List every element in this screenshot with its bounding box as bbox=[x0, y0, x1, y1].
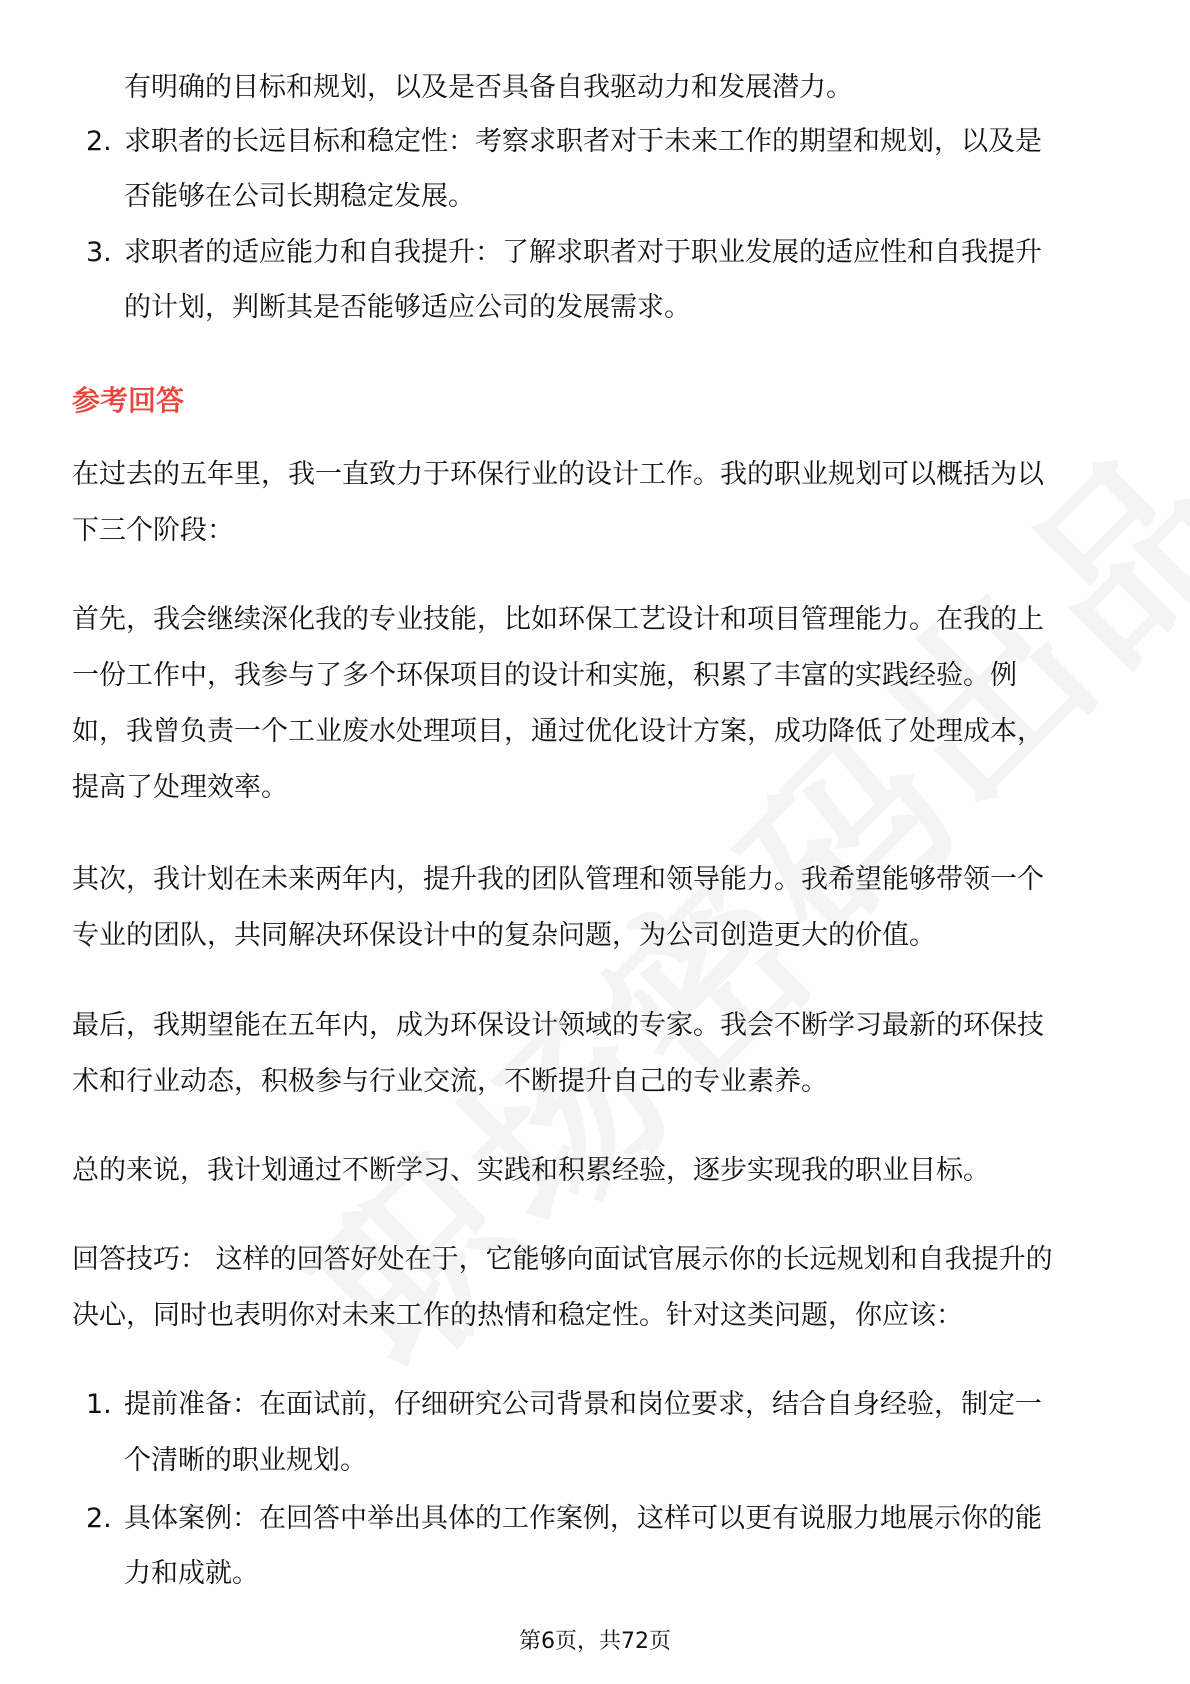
list-item-line: 求职者的适应能力和自我提升：了解求职者对于职业发展的适应性和自我提升 bbox=[124, 237, 1042, 268]
page-footer: 第6页，共72页 bbox=[519, 1629, 671, 1654]
paragraph-line: 下三个阶段： bbox=[72, 515, 234, 546]
list-item-continuation: 有明确的目标和规划，以及是否具备自我驱动力和发展潜力。 bbox=[124, 72, 853, 103]
list-item-line: 提前准备：在面试前，仔细研究公司背景和岗位要求，结合自身经验，制定一 bbox=[124, 1389, 1042, 1420]
paragraph-line: 专业的团队，共同解决环保设计中的复杂问题，为公司创造更大的价值。 bbox=[72, 920, 936, 951]
paragraph-line: 回答技巧： 这样的回答好处在于，它能够向面试官展示你的长远规划和自我提升的 bbox=[72, 1244, 1053, 1275]
paragraph-line: 如，我曾负责一个工业废水处理项目，通过优化设计方案，成功降低了处理成本， bbox=[72, 716, 1044, 747]
paragraph-line: 术和行业动态，积极参与行业交流，不断提升自己的专业素养。 bbox=[72, 1066, 828, 1097]
list-number: 1. bbox=[86, 1389, 112, 1420]
section-heading: 参考回答 bbox=[72, 384, 185, 417]
list-item-line: 具体案例：在回答中举出具体的工作案例，这样可以更有说服力地展示你的能 bbox=[124, 1503, 1042, 1534]
list-item-line: 力和成就。 bbox=[124, 1558, 259, 1589]
list-number: 2. bbox=[86, 126, 112, 157]
paragraph-line: 首先，我会继续深化我的专业技能，比如环保工艺设计和项目管理能力。在我的上 bbox=[72, 604, 1044, 635]
list-item-line: 否能够在公司长期稳定发展。 bbox=[124, 181, 475, 212]
paragraph-line: 决心，同时也表明你对未来工作的热情和稳定性。针对这类问题，你应该： bbox=[72, 1300, 963, 1331]
list-item-line: 的计划，判断其是否能够适应公司的发展需求。 bbox=[124, 292, 691, 323]
paragraph-line: 在过去的五年里，我一直致力于环保行业的设计工作。我的职业规划可以概括为以 bbox=[72, 459, 1044, 490]
list-number: 2. bbox=[86, 1503, 112, 1534]
paragraph-line: 一份工作中，我参与了多个环保项目的设计和实施，积累了丰富的实践经验。例 bbox=[72, 660, 1017, 691]
list-item-line: 求职者的长远目标和稳定性：考察求职者对于未来工作的期望和规划，以及是 bbox=[124, 126, 1042, 157]
list-number: 3. bbox=[86, 237, 112, 268]
paragraph-line: 最后，我期望能在五年内，成为环保设计领域的专家。我会不断学习最新的环保技 bbox=[72, 1010, 1044, 1041]
paragraph-line: 提高了处理效率。 bbox=[72, 772, 288, 803]
list-item-line: 个清晰的职业规划。 bbox=[124, 1445, 367, 1476]
paragraph-line: 总的来说，我计划通过不断学习、实践和积累经验，逐步实现我的职业目标。 bbox=[72, 1155, 990, 1186]
paragraph-line: 其次，我计划在未来两年内，提升我的团队管理和领导能力。我希望能够带领一个 bbox=[72, 864, 1044, 895]
